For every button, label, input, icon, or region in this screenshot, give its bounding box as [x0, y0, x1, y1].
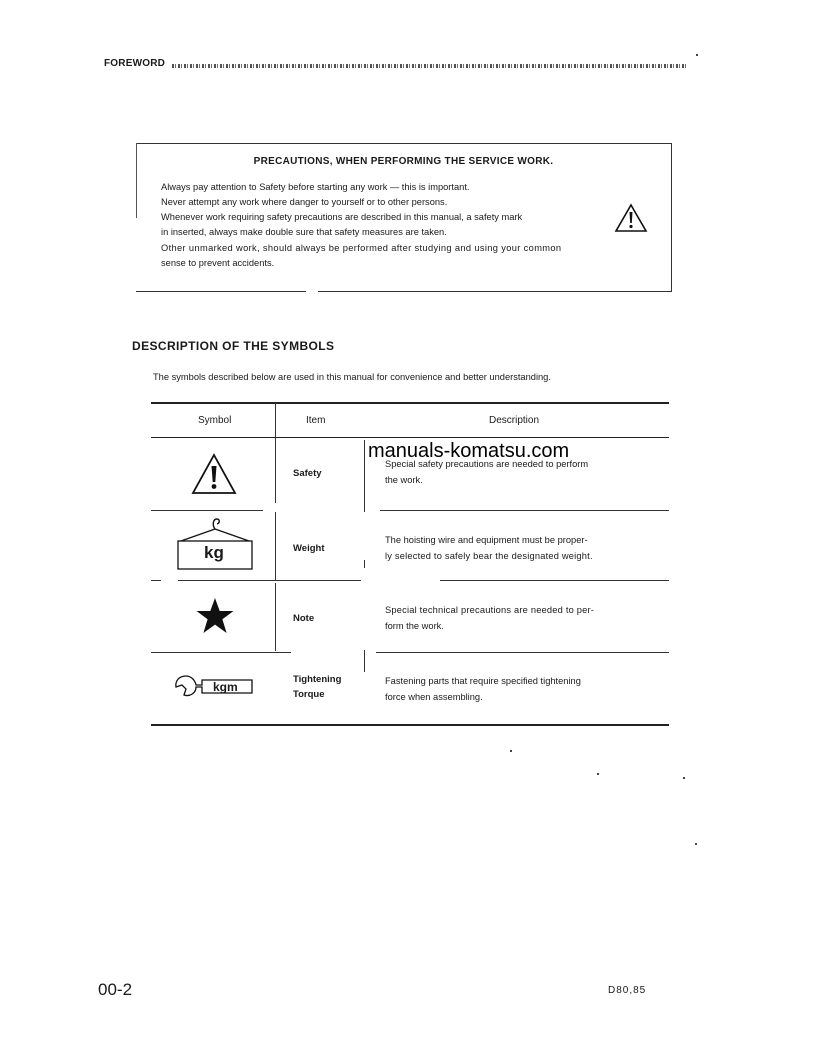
- scan-speck: [683, 777, 685, 779]
- column-header-item: Item: [306, 415, 326, 426]
- table-top-rule: [151, 402, 669, 404]
- description-line: the work.: [385, 474, 423, 485]
- description-line: The hoisting wire and equipment must be proper-: [385, 535, 588, 545]
- description-weight: [385, 533, 645, 564]
- description-line: force when assembling.: [385, 691, 483, 702]
- column-header-symbol: Symbol: [198, 415, 232, 426]
- scan-speck: [695, 843, 697, 845]
- column-divider: [275, 403, 276, 503]
- symbols-intro: The symbols described below are used in this manual for convenience and better understanding.: [153, 372, 551, 382]
- symbols-section-title: DESCRIPTION OF THE SYMBOLS: [132, 339, 335, 353]
- precautions-box-left-edge: [136, 143, 137, 218]
- precautions-title: PRECAUTIONS, WHEN PERFORMING THE SERVICE WORK.: [253, 156, 554, 167]
- precautions-line: Whenever work requiring safety precautions are described in this manual, a safety mark: [161, 212, 523, 222]
- header-rule: [172, 64, 687, 68]
- column-divider: [275, 583, 276, 651]
- scan-speck: [597, 773, 599, 775]
- column-divider: [364, 650, 365, 672]
- row-separator: [151, 510, 263, 511]
- description-note: [385, 603, 645, 634]
- row-separator: [440, 580, 669, 581]
- table-bottom-rule: [151, 724, 669, 726]
- torque-symbol-label: kgm: [213, 680, 238, 694]
- watermark: manuals-komatsu.com: [368, 440, 570, 462]
- row-separator: [151, 652, 291, 653]
- precautions-box-bottom-edge: [136, 291, 306, 292]
- item-tightening-torque: Tightening: [293, 674, 342, 685]
- item-weight: Weight: [293, 543, 325, 554]
- precautions-box-bottom-edge: [318, 291, 671, 292]
- warning-triangle-icon: [190, 452, 238, 496]
- precautions-line: Never attempt any work where danger to yourself or to other persons.: [161, 197, 448, 207]
- model-code: D80,85: [608, 985, 647, 996]
- precautions-line: Other unmarked work, should always be performed after studying and using your common: [161, 243, 562, 253]
- description-line: ly selected to safely bear the designated weight.: [385, 550, 593, 561]
- column-header-description: Description: [489, 415, 540, 426]
- item-safety: Safety: [293, 468, 322, 479]
- warning-triangle-icon: [614, 203, 648, 233]
- column-divider: [364, 440, 365, 512]
- table-header-rule: [151, 437, 669, 438]
- scan-speck: [696, 54, 698, 56]
- description-line: Fastening parts that require specified tightening: [385, 676, 581, 686]
- row-separator: [178, 580, 361, 581]
- description-line: form the work.: [385, 620, 444, 631]
- row-separator: [151, 580, 161, 581]
- row-separator: [376, 652, 669, 653]
- description-tightening-torque: [385, 674, 645, 705]
- description-line: Special technical precautions are needed to per-: [385, 605, 595, 615]
- row-separator: [380, 510, 669, 511]
- item-note: Note: [293, 613, 315, 624]
- section-header: FOREWORD: [104, 58, 166, 69]
- column-divider: [364, 560, 365, 568]
- precautions-line: in inserted, always make double sure that safety measures are taken.: [161, 227, 447, 237]
- description-line: Special safety precautions are needed to perform: [385, 459, 589, 469]
- precautions-line: Always pay attention to Safety before starting any work — this is important.: [161, 182, 470, 192]
- page-number: 00-2: [98, 980, 133, 999]
- precautions-line: sense to prevent accidents.: [161, 258, 275, 268]
- star-note-icon: [195, 597, 235, 635]
- scan-speck: [510, 750, 512, 752]
- weight-symbol-label: kg: [204, 543, 224, 562]
- item-tightening-torque-line2: Torque: [293, 689, 325, 700]
- column-divider: [275, 512, 276, 580]
